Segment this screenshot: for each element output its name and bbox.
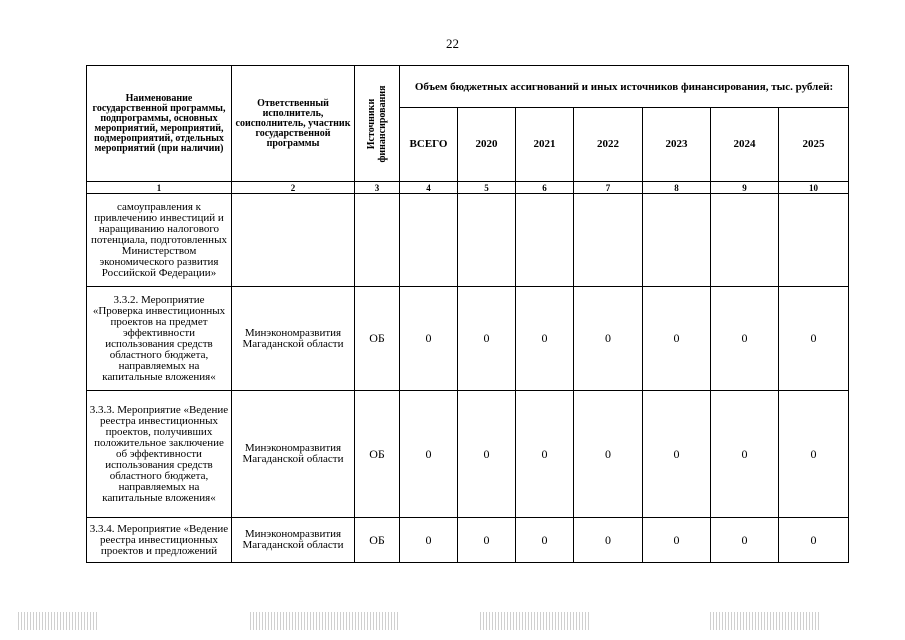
- row-value: [516, 194, 574, 287]
- table-row: [87, 518, 849, 563]
- col-number: 2: [232, 182, 355, 194]
- financing-table: [86, 65, 849, 563]
- row-value: 0: [458, 287, 516, 391]
- row-value: 0: [711, 287, 779, 391]
- header-year-2020: 2020: [458, 108, 516, 182]
- row-name: 3.3.4. Мероприятие «Ведение реестра инвестиционных проектов и предложений: [87, 518, 232, 563]
- table-row: [87, 391, 849, 518]
- row-value: 0: [400, 287, 458, 391]
- row-source: ОБ: [355, 391, 400, 518]
- header-funding-source: [355, 66, 400, 182]
- row-source: [355, 194, 400, 287]
- col-number: 4: [400, 182, 458, 194]
- col-number: 8: [643, 182, 711, 194]
- row-executor: Минэкономразвития Магаданской области: [232, 391, 355, 518]
- col-number: 7: [574, 182, 643, 194]
- row-value: 0: [574, 287, 643, 391]
- row-value: [779, 194, 849, 287]
- row-value: 0: [458, 518, 516, 563]
- header-funding-source-label: Источники финансирования: [366, 84, 388, 163]
- header-year-2021: 2021: [516, 108, 574, 182]
- row-value: 0: [516, 391, 574, 518]
- row-executor: [232, 194, 355, 287]
- scan-artifact: [18, 612, 98, 630]
- col-number: 10: [779, 182, 849, 194]
- row-value: [458, 194, 516, 287]
- col-number: 9: [711, 182, 779, 194]
- col-number: 6: [516, 182, 574, 194]
- row-value: [574, 194, 643, 287]
- row-value: 0: [574, 391, 643, 518]
- row-name: самоуправления к привлечению инвестиций и наращиванию налогового потенциала, подготовленных Министерством экономического развития Российской Федерации»: [87, 194, 232, 287]
- row-source: ОБ: [355, 518, 400, 563]
- col-number: 3: [355, 182, 400, 194]
- row-value: 0: [458, 391, 516, 518]
- scan-artifact: [250, 612, 400, 630]
- row-value: 0: [400, 391, 458, 518]
- row-source: ОБ: [355, 287, 400, 391]
- row-value: 0: [779, 391, 849, 518]
- row-value: [711, 194, 779, 287]
- row-value: [643, 194, 711, 287]
- page-number: 22: [446, 36, 459, 51]
- header-year-2023: 2023: [643, 108, 711, 182]
- row-name: 3.3.2. Мероприятие «Проверка инвестиционных проектов на предмет эффективности использования средств областного бюджета, направляемых на капитальные вложения«: [87, 287, 232, 391]
- row-value: 0: [643, 518, 711, 563]
- row-value: 0: [643, 287, 711, 391]
- header-program-name: Наименование государственной программы, подпрограммы, основных мероприятий, мероприятий, подмероприятий, отдельных мероприятий (при наличии): [87, 66, 232, 182]
- header-year-2025: 2025: [779, 108, 849, 182]
- header-executor: Ответственный исполнитель, соисполнитель, участник государственной программы: [232, 66, 355, 182]
- row-value: 0: [711, 391, 779, 518]
- table-row: [87, 194, 849, 287]
- column-number-row: [87, 182, 849, 194]
- row-value: 0: [400, 518, 458, 563]
- header-funding-volume: Объем бюджетных ассигнований и иных источников финансирования, тыс. рублей:: [400, 66, 849, 108]
- row-value: 0: [711, 518, 779, 563]
- col-number: 5: [458, 182, 516, 194]
- scan-artifact: [480, 612, 590, 630]
- header-year-2022: 2022: [574, 108, 643, 182]
- header-total: ВСЕГО: [400, 108, 458, 182]
- row-value: 0: [779, 287, 849, 391]
- row-value: 0: [779, 518, 849, 563]
- table-row: [87, 287, 849, 391]
- row-value: 0: [643, 391, 711, 518]
- row-executor: Минэкономразвития Магаданской области: [232, 287, 355, 391]
- row-value: 0: [516, 518, 574, 563]
- row-value: 0: [574, 518, 643, 563]
- header-year-2024: 2024: [711, 108, 779, 182]
- scan-artifact: [710, 612, 820, 630]
- row-value: 0: [516, 287, 574, 391]
- row-executor: Минэкономразвития Магаданской области: [232, 518, 355, 563]
- row-name: 3.3.3. Мероприятие «Ведение реестра инвестиционных проектов, получивших положительное заключение об эффективности использования средств областного бюджета, направляемых на капитальные вложения«: [87, 391, 232, 518]
- row-value: [400, 194, 458, 287]
- col-number: 1: [87, 182, 232, 194]
